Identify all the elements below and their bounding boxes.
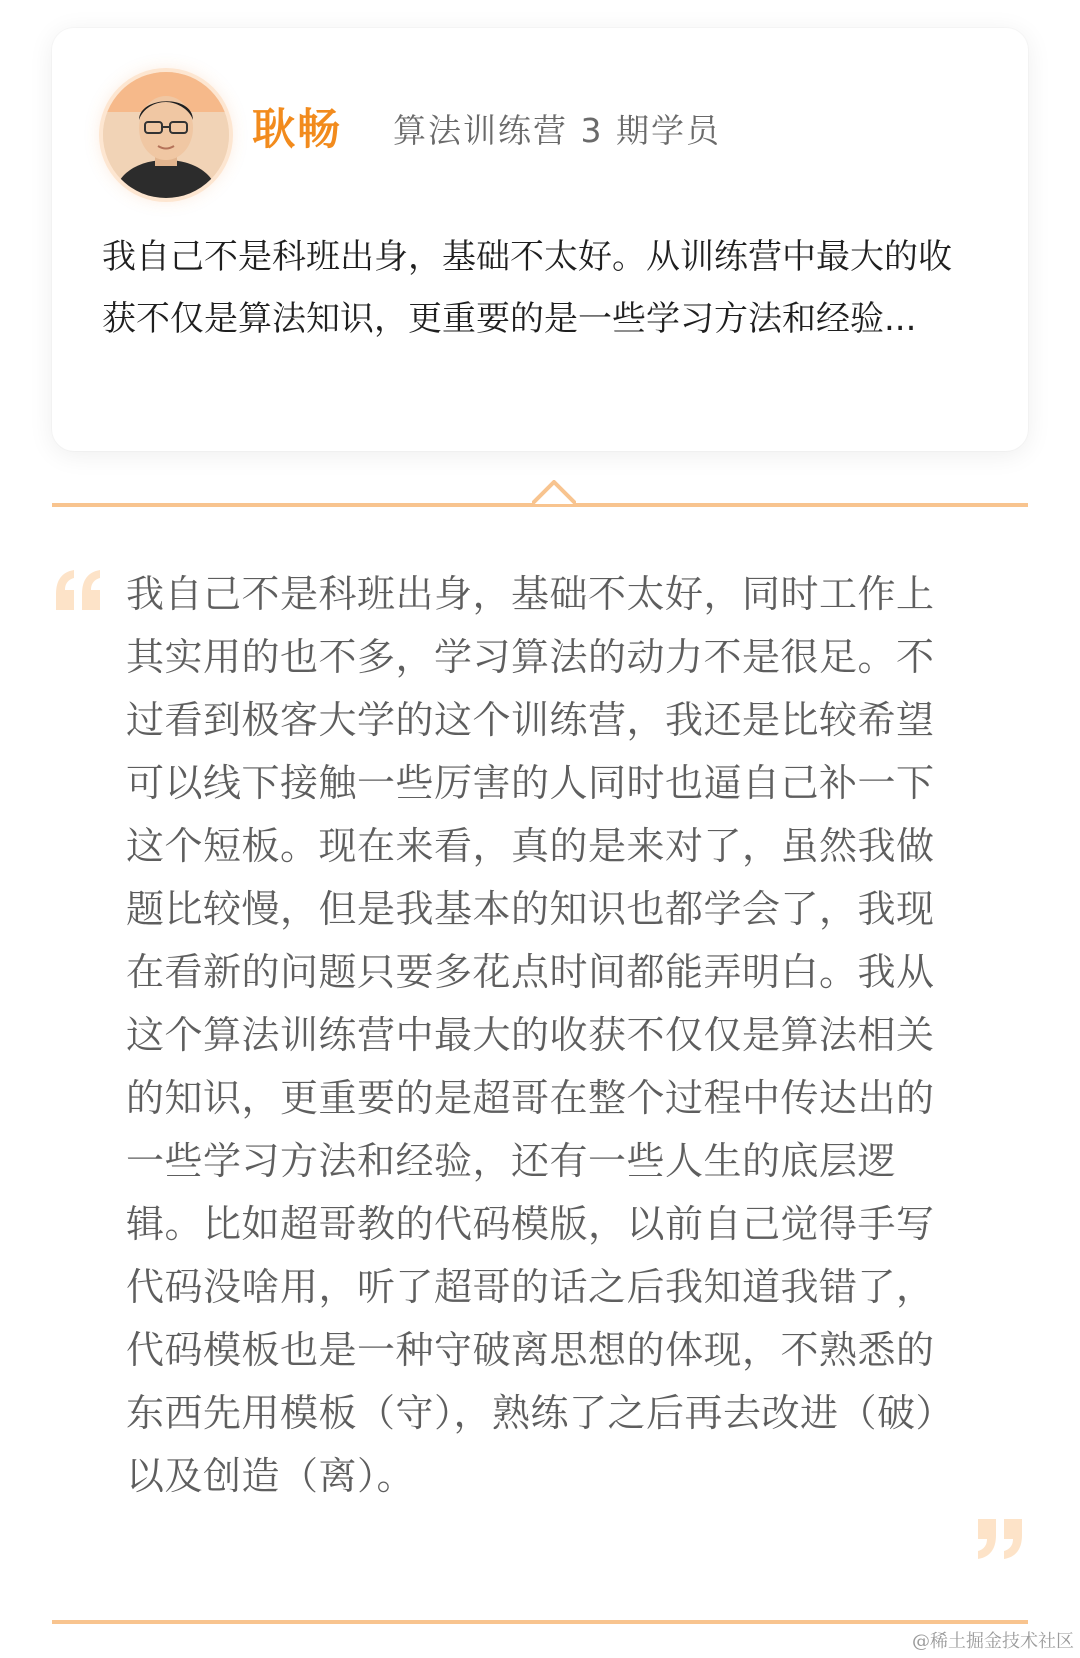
student-name: 耿畅 <box>252 105 342 155</box>
person-photo-icon <box>103 72 229 198</box>
bottom-divider <box>52 1620 1028 1624</box>
close-quote-icon <box>974 1517 1026 1561</box>
open-quote-icon <box>52 568 104 612</box>
student-role: 算法训练营 3 期学员 <box>393 111 721 150</box>
caret-up-icon <box>532 480 576 506</box>
avatar <box>103 72 229 198</box>
testimonial-summary: 我自己不是科班出身，基础不太好。从训练营中最大的收获不仅是算法知识，更重要的是一些学习方法和经验... <box>102 237 952 339</box>
testimonial-text: 我自己不是科班出身，基础不太好，同时工作上其实用的也不多，学习算法的动力不是很足。不过看到极客大学的这个训练营，我还是比较希望可以线下接触一些厉害的人同时也逼自己补一下这个短板。现在来看，真的是来对了，虽然我做题比较慢，但是我基本的知识也都学会了，我现在看新的问题只要多花点时间都能弄明白。我从这个算法训练营中最大的收获不仅仅是算法相关的知识，更重要的是超哥在整个过程中传达出的一些学习方法和经验，还有一些人生的底层逻辑。比如超哥教的代码模版，以前自己觉得手写代码没啥用，听了超哥的话之后我知道我错了，代码模板也是一种守破离思想的体现，不熟悉的东西先用模板（守），熟练了之后再去改进（破）以及创造（离）。 <box>126 572 936 1498</box>
watermark-text: @稀土掘金技术社区 <box>912 1631 1074 1652</box>
